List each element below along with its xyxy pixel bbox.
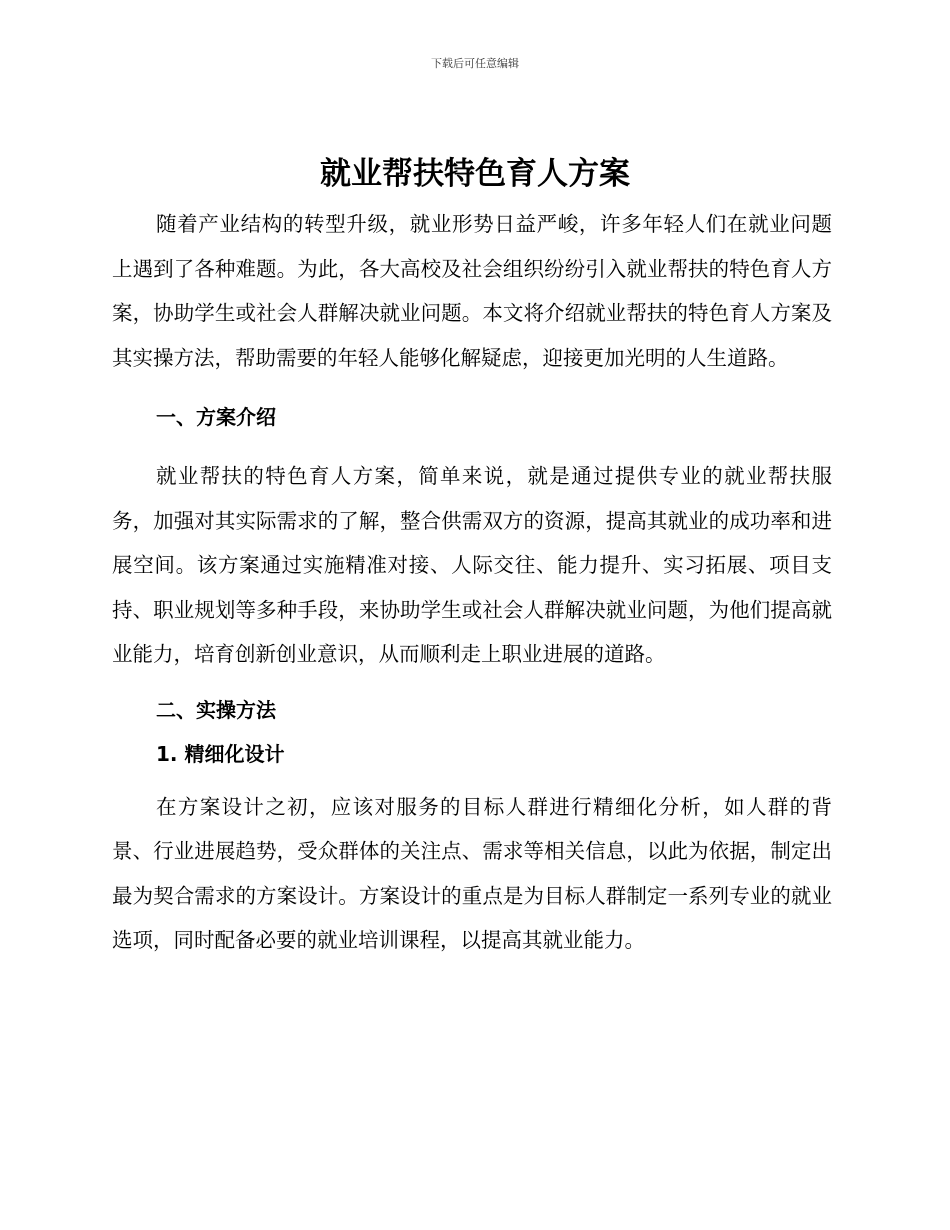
section-intro-paragraph: 就业帮扶的特色育人方案，简单来说，就是通过提供专业的就业帮扶服务，加强对其实际需求的了解，整合供需双方的资源，提高其就业的成功率和进展空间。该方案通过实施精准对接、人际交往、能力提升、实习拓展、项目支持、职业规划等多种手段，来协助学生或社会人群解决就业问题，为他们提高就业能力，培育创新创业意识，从而顺利走上职业进展的道路。	[112, 464, 832, 666]
subsection-design-paragraph: 在方案设计之初，应该对服务的目标人群进行精细化分析，如人群的背景、行业进展趋势，受众群体的关注点、需求等相关信息，以此为依据，制定出最为契合需求的方案设计。方案设计的重点是为目标人群制定一系列专业的就业选项，同时配备必要的就业培训课程，以提高其就业能力。	[112, 794, 832, 952]
section-heading-intro: 一、方案介绍	[156, 405, 276, 429]
section-heading-methods: 二、实操方法	[156, 697, 276, 722]
intro-paragraph: 随着产业结构的转型升级，就业形势日益严峻，许多年轻人们在就业问题上遇到了各种难题。为此，各大高校及社会组织纷纷引入就业帮扶的特色育人方案，协助学生或社会人群解决就业问题。本文将介绍就业帮扶的特色育人方案及其实操方法，帮助需要的年轻人能够化解疑虑，迎接更加光明的人生道路。	[112, 212, 832, 370]
header-note: 下载后可任意编辑	[431, 57, 519, 70]
document-title: 就业帮扶特色育人方案	[320, 156, 630, 192]
subsection-heading-design: 1. 精细化设计	[156, 741, 285, 766]
document-body	[112, 202, 832, 963]
